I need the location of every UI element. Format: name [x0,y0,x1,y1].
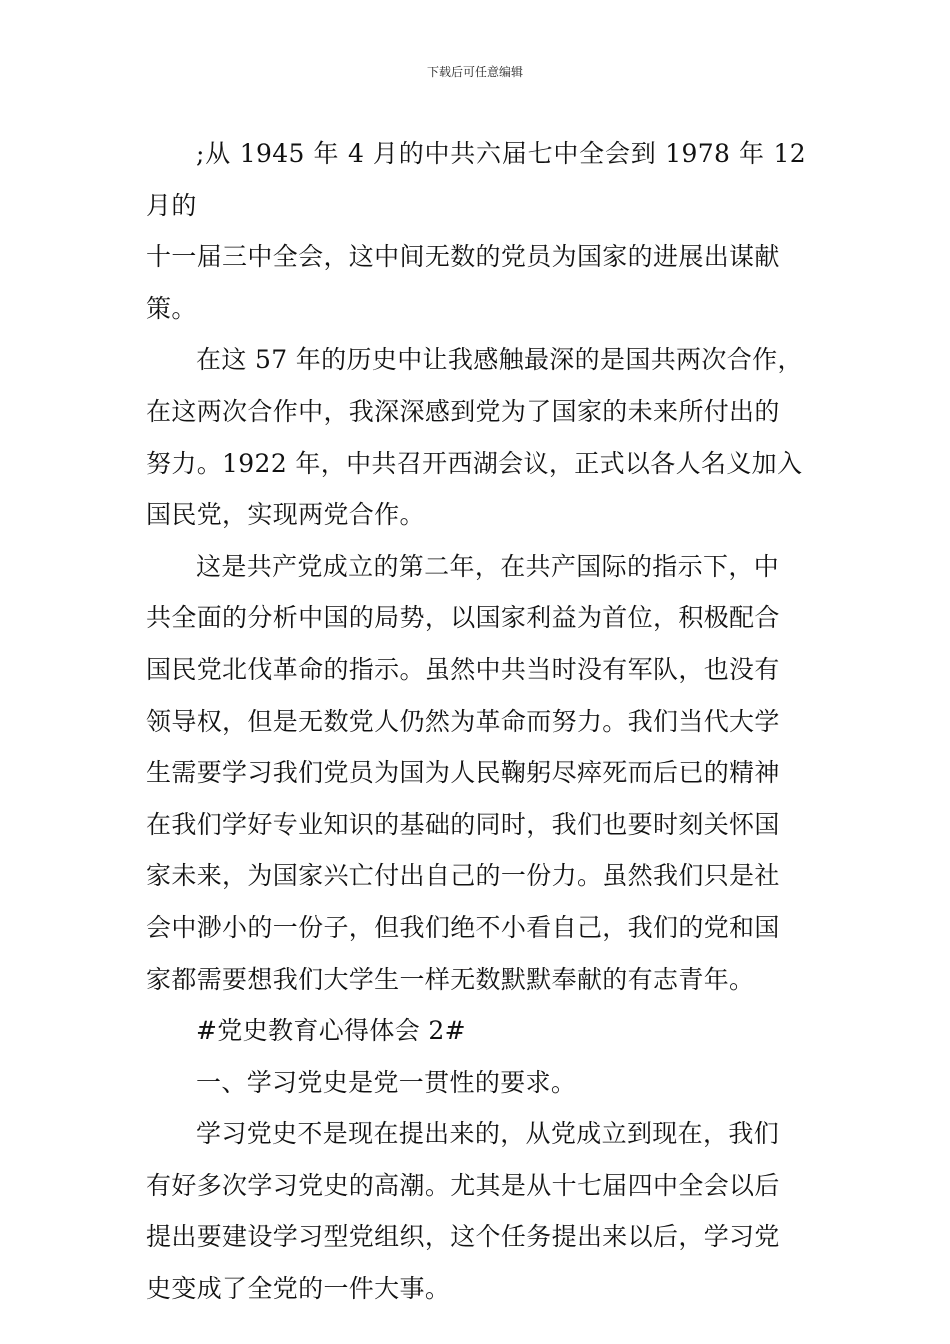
paragraph-second-year: 这是共产党成立的第二年，在共产国际的指示下，中 共全面的分析中国的局势，以国家利益为首位，积极配合 国民党北伐革命的指示。虽然中共当时没有军队，也没有 领导权，但是无数党人仍然为革命而努力。我们当代大学 生需要学习我们党员为国为人民鞠躬尽瘁死而后已的精神 在我们学好专业知识的基础的同时，我们也要时刻关怀国 家未来，为国家兴亡付出自己的一份力。虽然我们只是社 会中渺小的一份子，但我们绝不小看自己，我们的党和国 家都需要想我们大学生一样无数默默奉献的有志青年。 [146,551,780,994]
paragraph-study-history: 学习党史不是现在提出来的，从党成立到现在，我们 有好多次学习党史的高潮。尤其是从十七届四中全会以后 提出要建设学习型党组织，这个任务提出来以后，学习党 史变成了全党的一件大事。 [146,1119,780,1304]
document-body [146,128,806,1315]
page-header-note: 下载后可任意编辑 [426,65,523,79]
paragraph-cooperation: 在这 57 年的历史中让我感触最深的是国共两次合作， 在这两次合作中，我深深感到党为了国家的未来所付出的 努力。1922 年，中共召开西湖会议，正式以各人名义加入 国民党，实现两党合作。 [146,345,803,530]
subheading-point-1: 一、学习党史是党一贯性的要求。 [196,1067,577,1097]
section-heading-2: #党史教育心得体会 2# [196,1016,466,1046]
paragraph-history-intro: ;从 1945 年 4 月的中共六届七中全会到 1978 年 12 月的 十一届三中全会，这中间无数的党员为国家的进展出谋献 策。 [146,139,806,323]
